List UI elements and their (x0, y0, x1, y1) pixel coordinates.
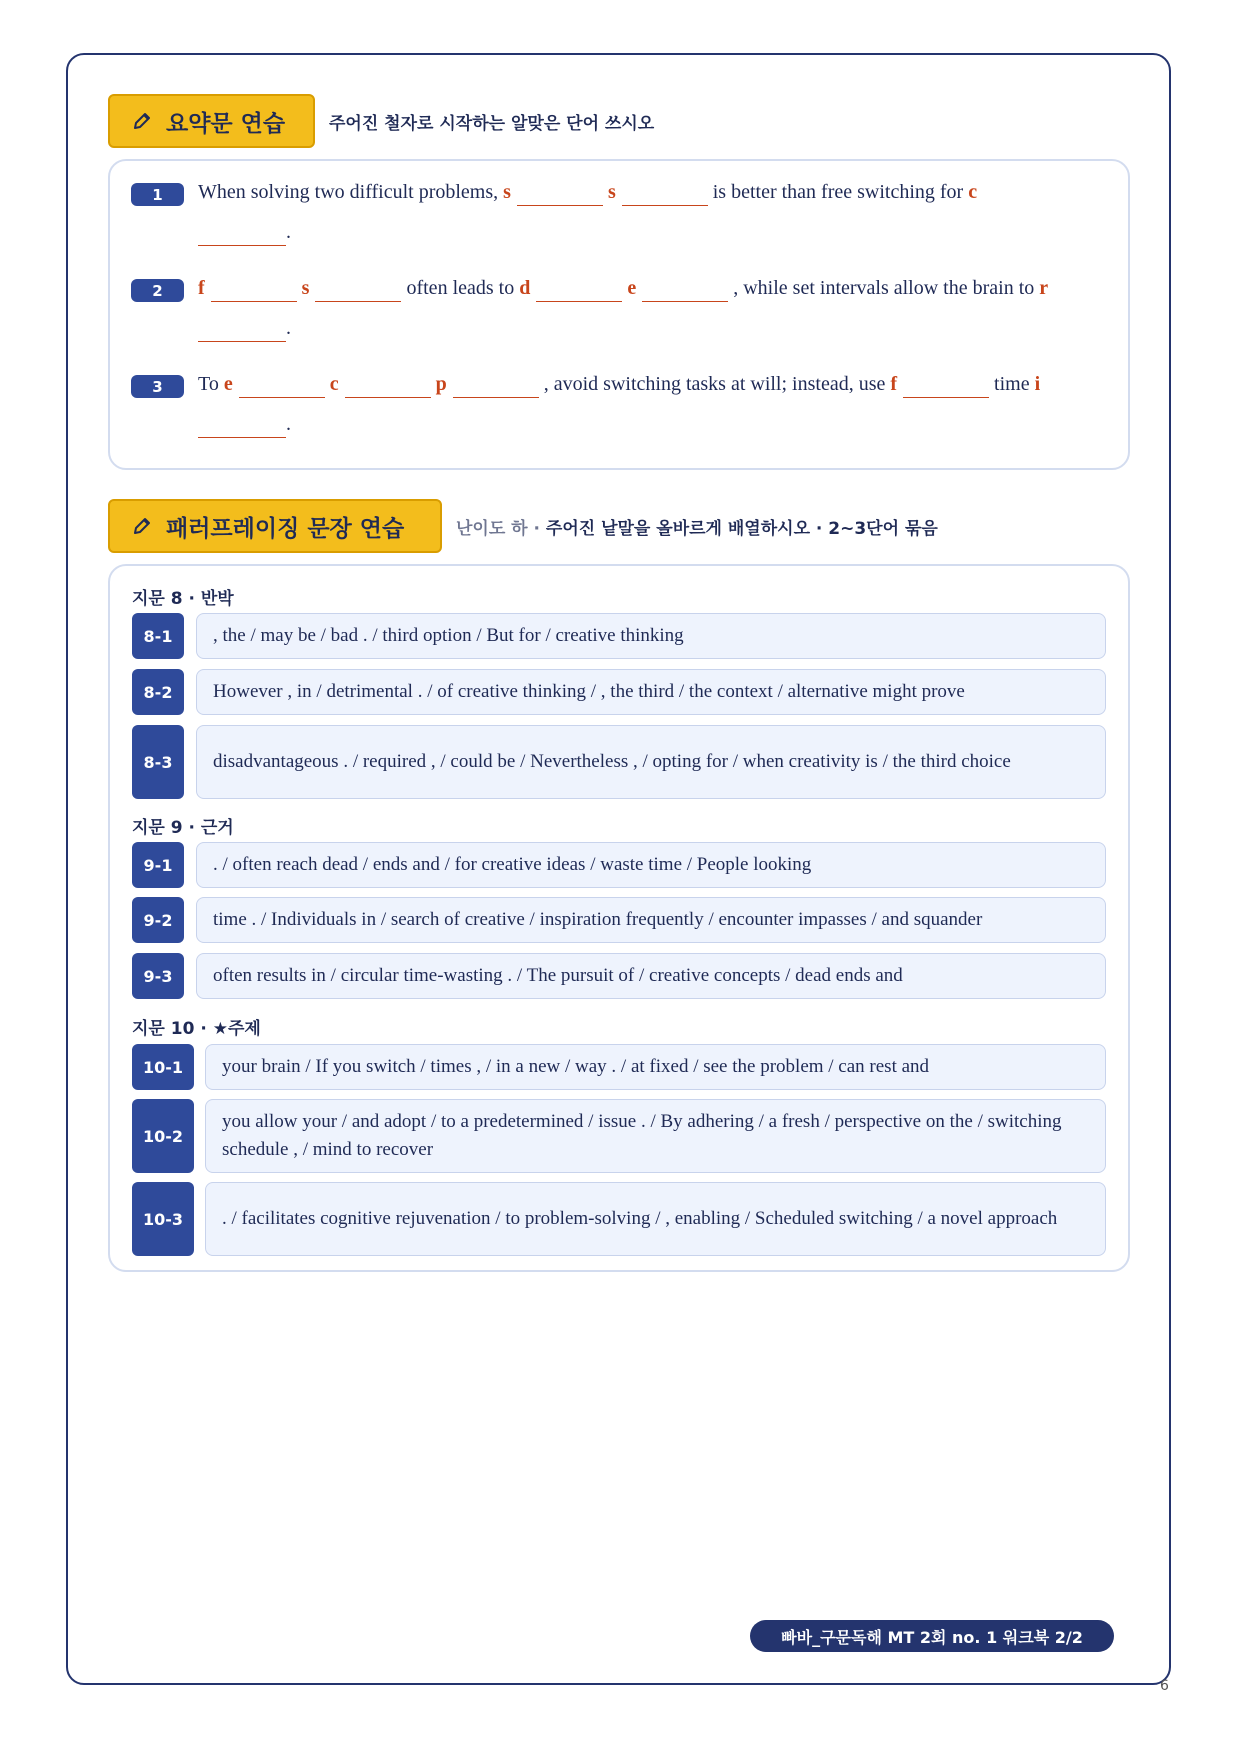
sentence-text: time (994, 373, 1030, 395)
word-chunks-box: time . / Individuals in / search of creative / inspiration frequently / encounter impasses / and squander (196, 897, 1106, 943)
answer-blank[interactable]: r (1039, 277, 1049, 299)
word-chunks-box: often results in / circular time-wasting . / The pursuit of / creative concepts / dead ends and (196, 953, 1106, 999)
paraphrase-instruction (456, 514, 938, 539)
row-number-badge: 9-3 (132, 953, 184, 999)
answer-blank-continued[interactable]: . (198, 219, 291, 246)
paraphrase-section-tag (108, 499, 442, 553)
summary-title: 요약문 연습 (166, 110, 286, 137)
summary-sentence (198, 373, 1040, 398)
arrange-row (132, 1044, 1106, 1090)
row-number-badge: 10-3 (132, 1182, 194, 1256)
passage-group-title: 지문 9 · 근거 (132, 818, 234, 838)
sentence-text: , while set intervals allow the brain to (733, 277, 1035, 299)
arrange-row (132, 1099, 1106, 1173)
word-chunks-box: However , in / detrimental . / of creative thinking / , the third / the context / alternative might prove (196, 669, 1106, 715)
arrange-row (132, 842, 1106, 888)
arrange-row (132, 669, 1106, 715)
row-number-badge: 8-3 (132, 725, 184, 799)
arrange-row (132, 953, 1106, 999)
instruction-text: 주어진 낱말을 올바르게 배열하시오 · 2~3단어 묶음 (545, 519, 938, 539)
answer-blank-continued[interactable]: . (198, 315, 291, 342)
sentence-text: When solving two difficult problems, (198, 181, 499, 203)
answer-blank[interactable]: p (436, 373, 539, 398)
summary-section-tag (108, 94, 315, 148)
answer-blank[interactable]: s (503, 181, 603, 206)
answer-blank[interactable]: f (890, 373, 989, 398)
workbook-footer-label: 빠바_구문독해 MT 2회 no. 1 워크북 2/2 (750, 1620, 1114, 1652)
answer-blank[interactable]: s (608, 181, 708, 206)
arrange-row (132, 897, 1106, 943)
answer-blank[interactable]: f (198, 277, 297, 302)
word-chunks-box: you allow your / and adopt / to a predetermined / issue . / By adhering / a fresh / perspective on the / switching schedule , / mind to recover (205, 1099, 1106, 1173)
word-chunks-box: . / often reach dead / ends and / for creative ideas / waste time / People looking (196, 842, 1106, 888)
summary-sentence (198, 277, 1048, 302)
pencil-icon (132, 111, 152, 131)
answer-blank-continued[interactable]: . (198, 411, 291, 438)
pencil-icon (132, 516, 152, 536)
sentence-text: often leads to (406, 277, 515, 299)
answer-blank[interactable]: e (224, 373, 325, 398)
row-number-badge: 9-2 (132, 897, 184, 943)
page-number: 6 (1160, 1678, 1169, 1694)
item-number-badge: 2 (131, 279, 184, 302)
difficulty-label: 난이도 하 · (456, 519, 540, 539)
sentence-text: To (198, 373, 219, 395)
answer-blank[interactable]: e (627, 277, 728, 302)
paraphrase-panel (108, 564, 1130, 1272)
summary-instruction: 주어진 철자로 시작하는 알맞은 단어 쓰시오 (329, 114, 655, 134)
row-number-badge: 10-2 (132, 1099, 194, 1173)
answer-blank[interactable]: i (1034, 373, 1041, 395)
sentence-text: , avoid switching tasks at will; instead, use (543, 373, 886, 395)
word-chunks-box: , the / may be / bad . / third option / But for / creative thinking (196, 613, 1106, 659)
summary-sentence (198, 181, 977, 206)
item-number-badge: 3 (131, 375, 184, 398)
word-chunks-box: . / facilitates cognitive rejuvenation / to problem-solving / , enabling / Scheduled switching / a novel approach (205, 1182, 1106, 1256)
row-number-badge: 8-1 (132, 613, 184, 659)
row-number-badge: 9-1 (132, 842, 184, 888)
arrange-row (132, 613, 1106, 659)
item-number-badge: 1 (131, 183, 184, 206)
passage-group-title: 지문 10 · ★주제 (132, 1019, 261, 1039)
paraphrase-title: 패러프레이징 문장 연습 (166, 515, 405, 542)
sentence-text: is better than free switching for (712, 181, 964, 203)
row-number-badge: 10-1 (132, 1044, 194, 1090)
arrange-row (132, 725, 1106, 799)
answer-blank[interactable]: c (330, 373, 431, 398)
summary-panel (108, 159, 1130, 470)
answer-blank[interactable]: s (302, 277, 402, 302)
word-chunks-box: disadvantageous . / required , / could be / Nevertheless , / opting for / when creativity is / the third choice (196, 725, 1106, 799)
passage-group-title: 지문 8 · 반박 (132, 589, 234, 609)
word-chunks-box: your brain / If you switch / times , / in a new / way . / at fixed / see the problem / can rest and (205, 1044, 1106, 1090)
answer-blank[interactable]: c (968, 181, 978, 203)
arrange-row (132, 1182, 1106, 1256)
answer-blank[interactable]: d (519, 277, 622, 302)
row-number-badge: 8-2 (132, 669, 184, 715)
